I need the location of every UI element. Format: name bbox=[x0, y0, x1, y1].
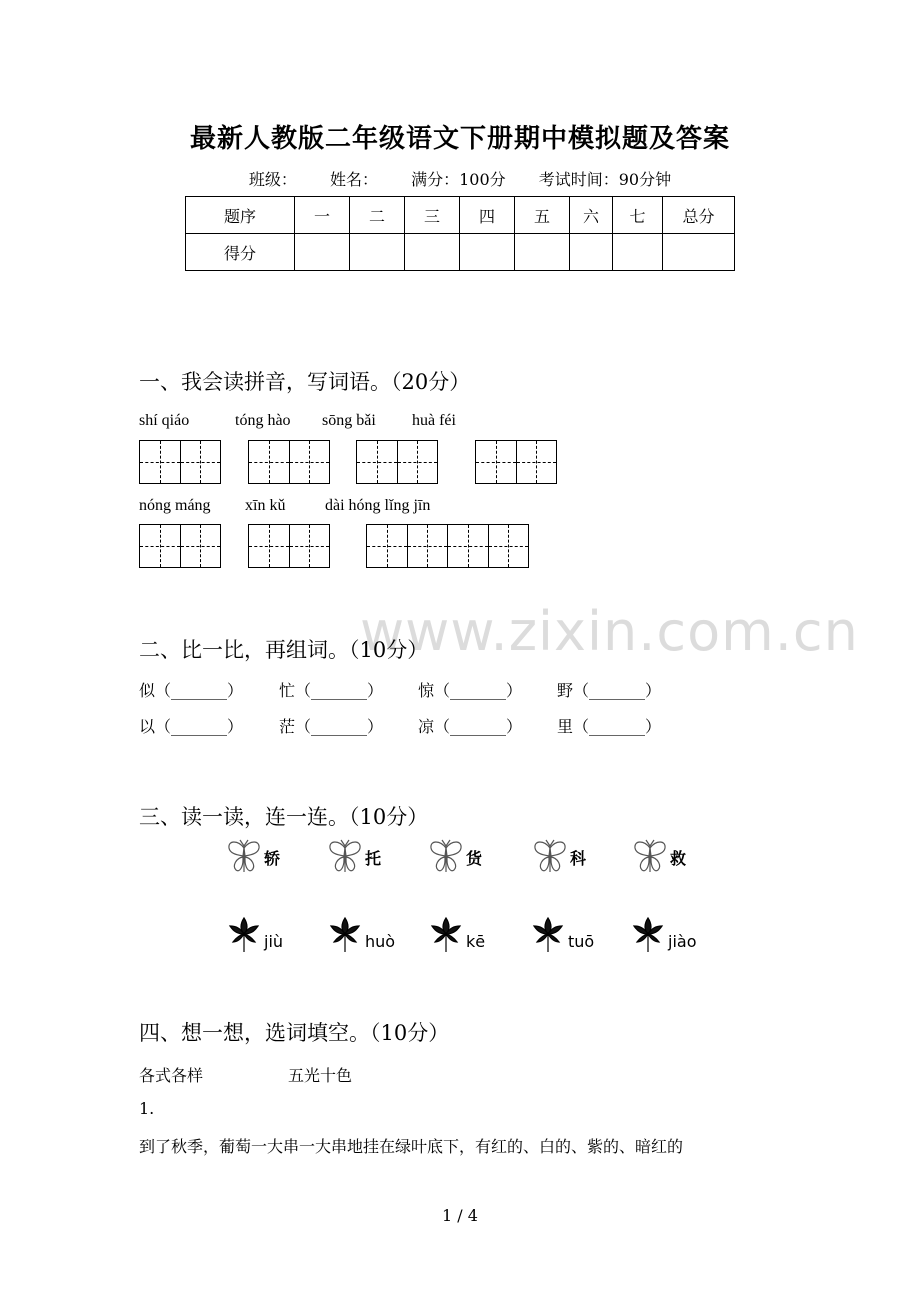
full-score: 满分：100分 bbox=[411, 170, 506, 189]
writing-box[interactable] bbox=[139, 440, 221, 484]
score-header-cell: 总分 bbox=[663, 197, 735, 234]
butterfly-icon bbox=[226, 838, 262, 876]
score-table-score-row bbox=[186, 234, 735, 271]
score-cell[interactable] bbox=[460, 234, 515, 271]
watermark: www.zixin.com.cn bbox=[360, 600, 859, 663]
flower-pinyin: jiù bbox=[264, 931, 284, 951]
compare-item[interactable]: 似（_______） bbox=[139, 681, 244, 700]
pinyin-label: tóng hào bbox=[235, 412, 291, 429]
butterfly-char: 救 bbox=[670, 848, 687, 868]
score-header-cell: 四 bbox=[460, 197, 515, 234]
writing-box[interactable] bbox=[356, 440, 438, 484]
writing-grid-row2 bbox=[0, 524, 920, 568]
writing-box[interactable] bbox=[248, 440, 330, 484]
butterfly-icon bbox=[532, 838, 568, 876]
writing-box[interactable] bbox=[366, 524, 529, 568]
section2-heading: 二、比一比，再组词。（10分） bbox=[139, 638, 429, 662]
score-cell[interactable] bbox=[350, 234, 405, 271]
flower-card[interactable] bbox=[630, 914, 696, 954]
score-table bbox=[185, 196, 735, 271]
compare-item[interactable]: 凉（_______） bbox=[418, 717, 523, 736]
flower-pinyin: huò bbox=[365, 931, 396, 951]
score-row-label: 得分 bbox=[186, 234, 295, 271]
lily-flower-icon bbox=[530, 914, 566, 954]
butterfly-icon bbox=[428, 838, 464, 876]
exam-info bbox=[0, 167, 920, 190]
pinyin-label: dài hóng lǐng jīn bbox=[325, 497, 431, 514]
flower-card[interactable] bbox=[428, 914, 485, 954]
score-header-cell: 题序 bbox=[186, 197, 295, 234]
lily-flower-icon bbox=[226, 914, 262, 954]
compare-item[interactable]: 忙（_______） bbox=[279, 681, 384, 700]
compare-item[interactable]: 以（_______） bbox=[139, 717, 244, 736]
pinyin-label: huà féi bbox=[412, 412, 456, 429]
score-header-cell: 七 bbox=[613, 197, 663, 234]
score-table-header-row bbox=[186, 197, 735, 234]
butterfly-card[interactable] bbox=[532, 838, 586, 876]
flower-card[interactable] bbox=[530, 914, 594, 954]
section1-heading: 一、我会读拼音，写词语。（20分） bbox=[139, 370, 471, 394]
flower-card[interactable] bbox=[327, 914, 395, 954]
score-header-cell: 二 bbox=[350, 197, 405, 234]
exam-time: 考试时间：90分钟 bbox=[538, 170, 672, 189]
compare-item[interactable]: 惊（_______） bbox=[418, 681, 523, 700]
writing-box[interactable] bbox=[139, 524, 221, 568]
section3-heading: 三、读一读，连一连。（10分） bbox=[139, 805, 429, 829]
question-number: 1. bbox=[139, 1099, 155, 1118]
score-cell[interactable] bbox=[295, 234, 350, 271]
lily-flower-icon bbox=[428, 914, 464, 954]
pinyin-label: nóng máng bbox=[139, 497, 211, 514]
compare-item[interactable]: 野（_______） bbox=[557, 681, 662, 700]
page-title: 最新人教版二年级语文下册期中模拟题及答案 bbox=[189, 124, 730, 154]
butterfly-card[interactable] bbox=[327, 838, 381, 876]
score-cell[interactable] bbox=[570, 234, 613, 271]
butterfly-card[interactable] bbox=[226, 838, 280, 876]
butterfly-card[interactable] bbox=[632, 838, 686, 876]
flower-pinyin: jiào bbox=[668, 931, 697, 951]
pinyin-label: sōng bǎi bbox=[322, 412, 376, 429]
compare-item[interactable]: 里（_______） bbox=[557, 717, 662, 736]
butterfly-char: 货 bbox=[466, 848, 483, 868]
score-cell[interactable] bbox=[405, 234, 460, 271]
class-label: 班级： bbox=[248, 170, 297, 189]
pinyin-label: xīn kǔ bbox=[245, 497, 286, 514]
page-number: 1 / 4 bbox=[442, 1206, 478, 1225]
butterfly-card[interactable] bbox=[428, 838, 482, 876]
butterfly-char: 轿 bbox=[264, 848, 281, 868]
flower-pinyin: tuō bbox=[568, 931, 595, 951]
question-text: 到了秋季，葡萄一大串一大串地挂在绿叶底下，有红的、白的、紫的、暗红的 bbox=[139, 1137, 684, 1156]
butterfly-icon bbox=[327, 838, 363, 876]
pinyin-label: shí qiáo bbox=[139, 412, 190, 429]
score-cell[interactable] bbox=[515, 234, 570, 271]
flower-pinyin: kē bbox=[466, 931, 486, 951]
butterfly-icon bbox=[632, 838, 668, 876]
score-header-cell: 一 bbox=[295, 197, 350, 234]
section4-heading: 四、想一想，选词填空。（10分） bbox=[139, 1021, 450, 1045]
word-option: 各式各样 bbox=[139, 1066, 204, 1085]
name-label: 姓名： bbox=[329, 170, 378, 189]
butterfly-char: 科 bbox=[570, 848, 587, 868]
lily-flower-icon bbox=[327, 914, 363, 954]
compare-item[interactable]: 茫（_______） bbox=[279, 717, 384, 736]
score-header-cell: 三 bbox=[405, 197, 460, 234]
score-header-cell: 六 bbox=[570, 197, 613, 234]
writing-box[interactable] bbox=[475, 440, 557, 484]
writing-grid-row1 bbox=[0, 440, 920, 484]
score-header-cell: 五 bbox=[515, 197, 570, 234]
lily-flower-icon bbox=[630, 914, 666, 954]
score-cell[interactable] bbox=[613, 234, 663, 271]
flower-card[interactable] bbox=[226, 914, 283, 954]
butterfly-char: 托 bbox=[365, 848, 382, 868]
writing-box[interactable] bbox=[248, 524, 330, 568]
word-option: 五光十色 bbox=[288, 1066, 353, 1085]
score-cell[interactable] bbox=[663, 234, 735, 271]
